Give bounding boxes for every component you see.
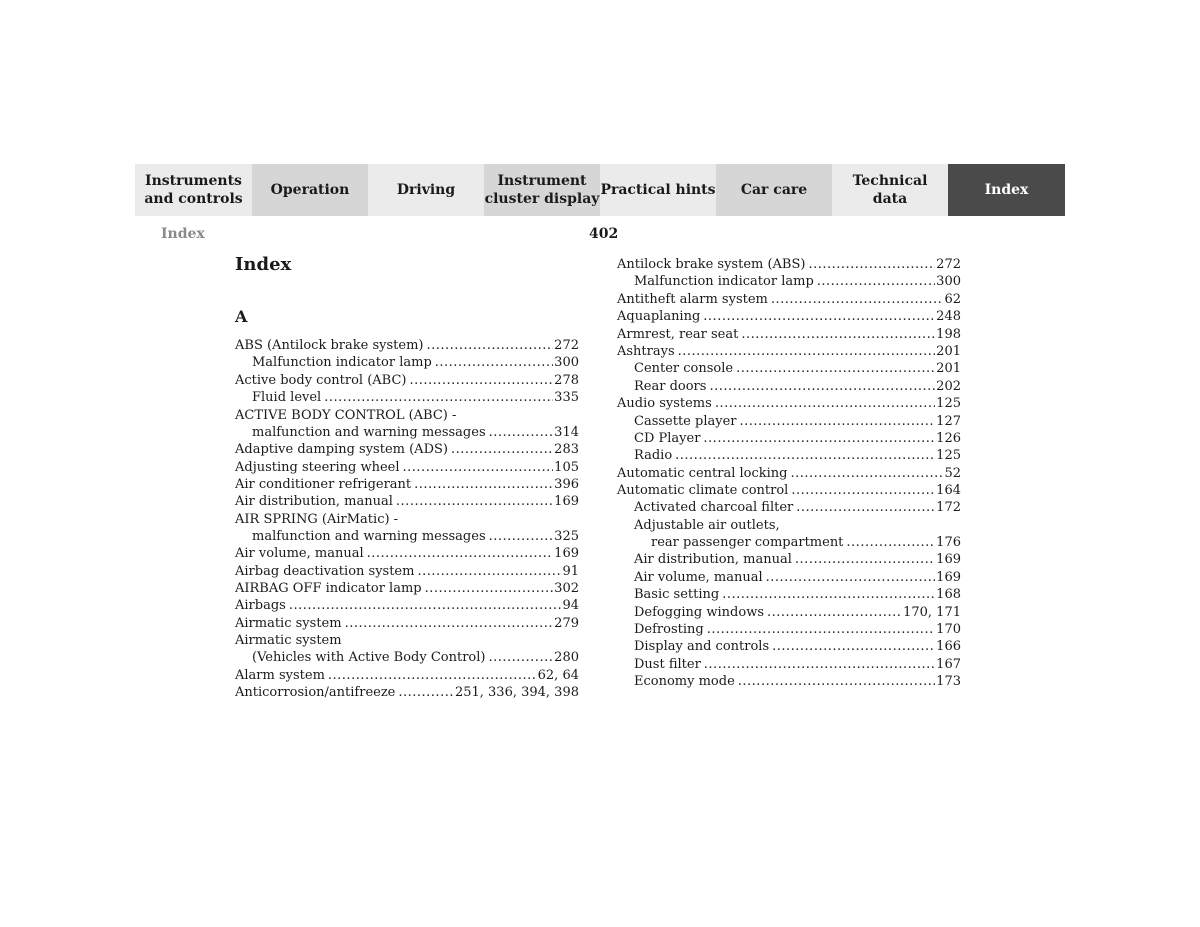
index-entry[interactable]: ABS (Antilock brake system) ..... 272	[235, 337, 579, 354]
index-entry[interactable]: Fluid level ..... 335	[235, 389, 579, 406]
index-entry[interactable]: Center console ..... 201	[617, 360, 961, 377]
index-entry[interactable]: Air distribution, manual ..... 169	[617, 551, 961, 568]
index-column-right	[617, 256, 961, 691]
index-entry[interactable]: CD Player ..... 126	[617, 430, 961, 447]
index-entry[interactable]: Airbag deactivation system ..... 91	[235, 563, 579, 580]
index-entry[interactable]: Automatic central locking ..... 52	[617, 465, 961, 482]
index-entry[interactable]: ACTIVE BODY CONTROL (ABC) - malfunction and warning messages ..... 314	[235, 407, 579, 442]
index-entry[interactable]: Alarm system ..... 62, 64	[235, 667, 579, 684]
index-column-left	[235, 337, 579, 702]
index-entry[interactable]: Air conditioner refrigerant ..... 396	[235, 476, 579, 493]
tab-index[interactable]: Index	[948, 164, 1065, 216]
index-entry[interactable]: Antilock brake system (ABS) ..... 272	[617, 256, 961, 273]
index-entry[interactable]: AIR SPRING (AirMatic) - malfunction and warning messages ..... 325	[235, 511, 579, 546]
index-entry[interactable]: Malfunction indicator lamp ..... 300	[235, 354, 579, 371]
section-tab-bar	[135, 164, 1065, 216]
tab-technical-data[interactable]: Technical data	[832, 164, 948, 216]
tab-instrument-cluster-display[interactable]: Instrument cluster display	[484, 164, 600, 216]
index-entry[interactable]: Defogging windows ..... 170, 171	[617, 604, 961, 621]
index-entry[interactable]: Radio ..... 125	[617, 447, 961, 464]
index-entry[interactable]: Automatic climate control ..... 164	[617, 482, 961, 499]
letter-heading: A	[235, 307, 248, 326]
index-entry[interactable]: Air volume, manual ..... 169	[235, 545, 579, 562]
index-entry[interactable]: Adjustable air outlets, rear passenger compartment ..... 176	[617, 517, 961, 552]
index-entry[interactable]: Ashtrays ..... 201	[617, 343, 961, 360]
index-entry[interactable]: Anticorrosion/antifreeze ..... 251, 336, 394, 398	[235, 684, 579, 701]
index-entry[interactable]: Air distribution, manual ..... 169	[235, 493, 579, 510]
index-entry[interactable]: Active body control (ABC) ..... 278	[235, 372, 579, 389]
tab-operation[interactable]: Operation	[252, 164, 368, 216]
index-entry[interactable]: Rear doors ..... 202	[617, 378, 961, 395]
tab-instruments-and-controls[interactable]: Instruments and controls	[135, 164, 252, 216]
index-entry[interactable]: Dust filter ..... 167	[617, 656, 961, 673]
tab-car-care[interactable]: Car care	[716, 164, 832, 216]
index-entry[interactable]: Adjusting steering wheel ..... 105	[235, 459, 579, 476]
index-entry[interactable]: Air volume, manual ..... 169	[617, 569, 961, 586]
index-entry[interactable]: Economy mode ..... 173	[617, 673, 961, 690]
index-entry[interactable]: AIRBAG OFF indicator lamp ..... 302	[235, 580, 579, 597]
index-entry[interactable]: Antitheft alarm system ..... 62	[617, 291, 961, 308]
index-entry[interactable]: Activated charcoal filter ..... 172	[617, 499, 961, 516]
tab-practical-hints[interactable]: Practical hints	[600, 164, 716, 216]
index-entry[interactable]: Aquaplaning ..... 248	[617, 308, 961, 325]
index-entry[interactable]: Defrosting ..... 170	[617, 621, 961, 638]
index-entry[interactable]: Adaptive damping system (ADS) ..... 283	[235, 441, 579, 458]
index-entry[interactable]: Display and controls ..... 166	[617, 638, 961, 655]
index-entry[interactable]: Airmatic system ..... 279	[235, 615, 579, 632]
index-entry[interactable]: Cassette player ..... 127	[617, 413, 961, 430]
index-entry[interactable]: Basic setting ..... 168	[617, 586, 961, 603]
index-entry[interactable]: Airbags ..... 94	[235, 597, 579, 614]
index-entry[interactable]: Malfunction indicator lamp ..... 300	[617, 273, 961, 290]
index-title: Index	[235, 254, 292, 275]
tab-driving[interactable]: Driving	[368, 164, 484, 216]
page-number: 402	[589, 226, 619, 242]
index-entry[interactable]: Airmatic system (Vehicles with Active Body Control) ..... 280	[235, 632, 579, 667]
index-entry[interactable]: Armrest, rear seat ..... 198	[617, 326, 961, 343]
index-entry[interactable]: Audio systems ..... 125	[617, 395, 961, 412]
section-label: Index	[161, 226, 205, 242]
